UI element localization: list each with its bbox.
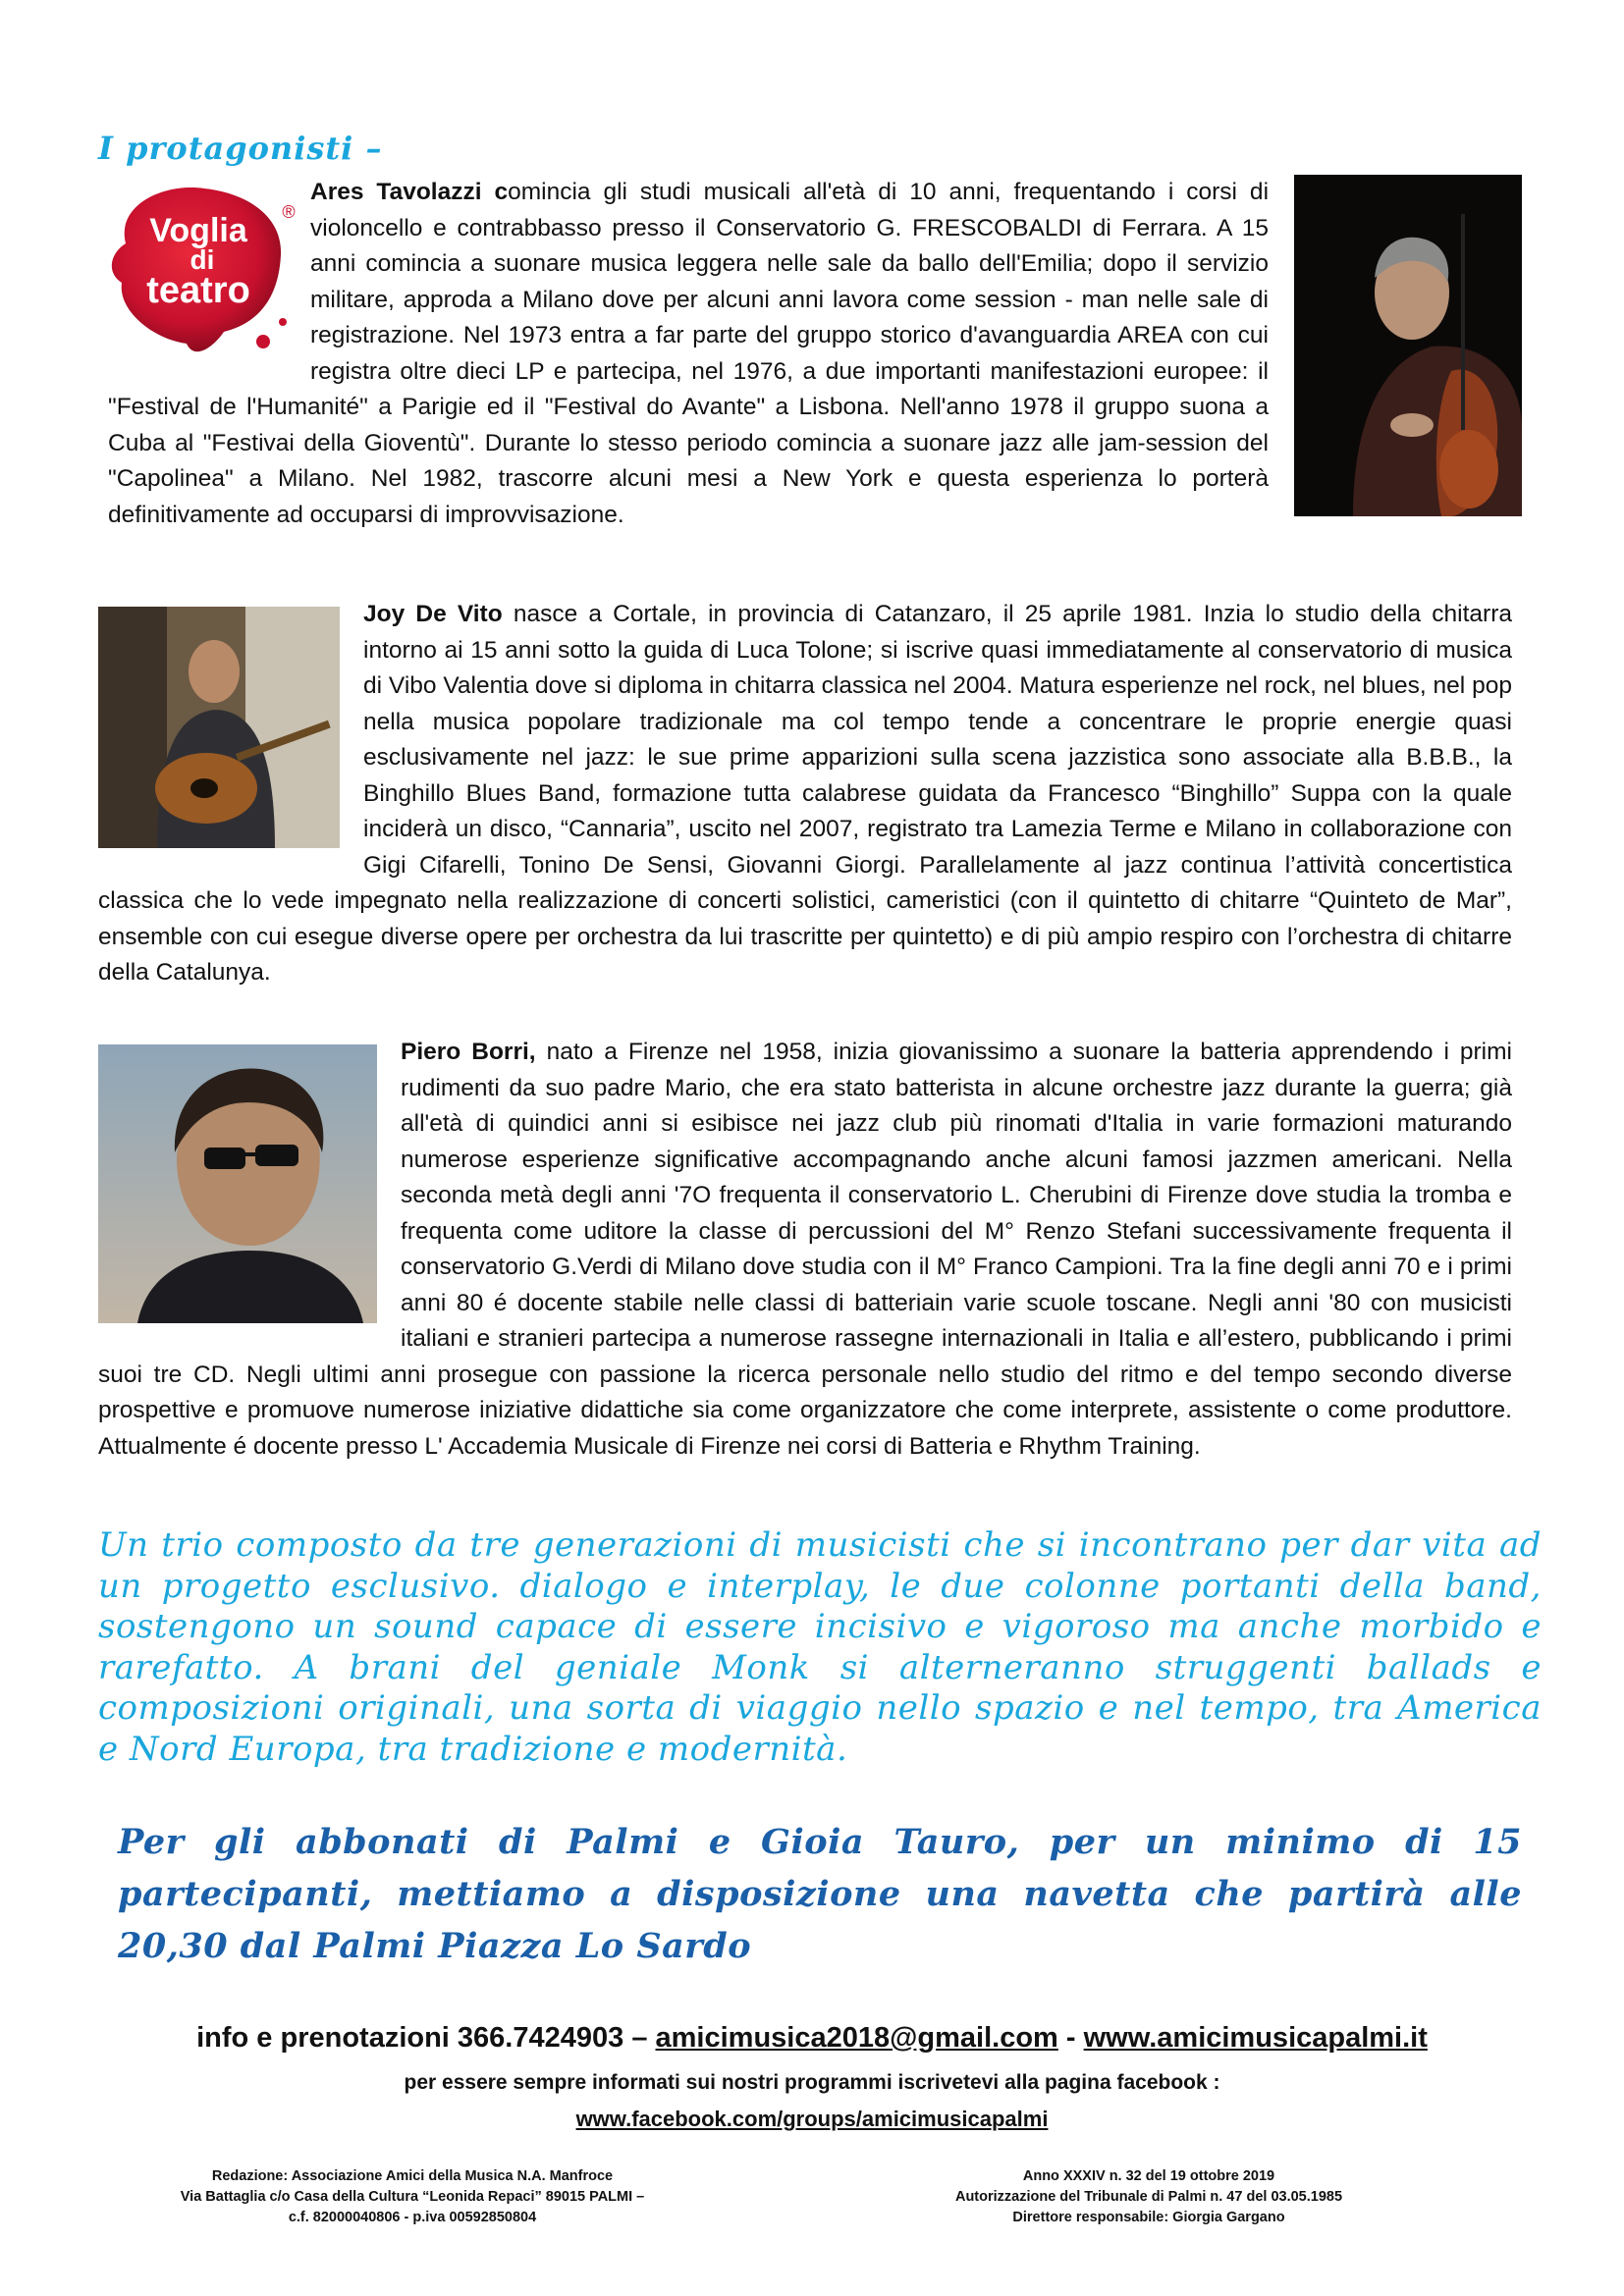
contacts-line: [0, 2022, 1624, 2055]
footer-publication-info: [874, 2166, 1424, 2228]
bio-ares-tavolazzi: [108, 175, 1522, 533]
contacts-separator: -: [1057, 2022, 1084, 2054]
voglia-di-teatro-logo: [96, 175, 302, 366]
logo-text-voglia: Voglia: [149, 212, 247, 249]
shuttle-notice: Per gli abbonati di Palmi e Gioia Tauro, per un minimo di 15 partecipanti, mettiamo a disposizione una navetta che partirà alle 20,30 dal Palmi Piazza Lo Sardo: [118, 1822, 1522, 1966]
trio-description: Un trio composto da tre generazioni di musicisti che si incontrano per dar vita ad un progetto esclusivo. dialogo e interplay, le due colonne portanti della band, sostengono un sound capace di essere incisivo e vigoroso ma anche morbido e rarefatto. A brani del geniale Monk si alterneranno struggenti ballads e composizioni originali, una sorta di viaggio nello spazio e nel tempo, tra America e Nord Europa, tra tradizione e modernità.: [98, 1525, 1542, 1769]
bio2-name: Joy De Vito: [363, 601, 503, 627]
footer-editorial: [137, 2166, 687, 2228]
footer-right-line-3: Direttore responsabile: Giorgia Gargano: [1012, 2210, 1285, 2225]
footer-left-line-2: Via Battaglia c/o Casa della Cultura “Leonida Repaci” 89015 PALMI –: [180, 2189, 645, 2205]
bio-piero-borri: [98, 1035, 1512, 1465]
bio-joy-de-vito: [98, 597, 1512, 991]
contacts-phone: info e prenotazioni 366.7424903 –: [196, 2022, 656, 2054]
bio3-text: nato a Firenze nel 1958, inizia giovanissimo a suonare la batteria apprendendo i primi rudimenti da suo padre Mario, che era stato batterista in alcune orchestre jazz durante la guerra; già all'età di quindici anni si esibisce nei jazz club più rinomati d'Italia in varie formazioni maturando numerose esperienze significative accompagnando anche alcuni famosi jazzmen americani. Nella seconda metà degli anni '7O frequenta il conservatorio L. Cherubini di Firenze dove studia la tromba e frequenta come uditore la classe di percussioni del M° Renzo Stefani successivamente frequenta il conservatorio G.Verdi di Milano dove studia con il M° Franco Campioni. Tra la fine degli anni 70 e i primi anni 80 é docente stabile nelle classi di batteriain varie scuole toscane. Negli anni '80 con musicisti italiani e stranieri partecipa a numerose rassegne internazionali in Italia e all’estero, pubblicando i primi suoi tre CD. Negli ultimi anni prosegue con passione la ricerca personale nello studio del ritmo e del tempo secondo diverse prospettive e promuove numerose iniziative didattiche sia come organizzatore che come interprete, assistente o come produttore. Attualmente é docente presso L' Accademia Musicale di Firenze nei corsi di Batteria e Rhythm Training.: [98, 1039, 1512, 1460]
footer-right-line-2: Autorizzazione del Tribunale di Palmi n. 47 del 03.05.1985: [954, 2189, 1343, 2205]
email-link[interactable]: amicimusica2018@gmail.com: [655, 2022, 1058, 2054]
bio1-text: omincia gli studi musicali all'età di 10 anni, frequentando i corsi di violoncello e contrabbasso presso il Conservatorio G. FRESCOBALDI di Ferrara. A 15 anni comincia a suonare musica leggera nelle sale da ballo dell'Emilia; dopo il servizio militare, approda a Milano dove per alcuni anni lavora come session - man nelle sale di registrazione. Nel 1973 entra a far parte del gruppo storico d'avanguardia AREA con cui registra oltre dieci LP e partecipa, nel 1976, a due importanti manifestazioni europee: il "Festival de l'Humanité" a Parigie ed il "Festival do Avante" a Lisbona. Nell'anno 1978 il gruppo suona a Cuba al "Festivai della Gioventù". Durante lo stesso periodo comincia a suonare jazz alle jam-session del "Capolinea" a Milano. Nel 1982, trascorre alcuni mesi a New York e questa esperienza lo porterà definitivamente ad occuparsi di improvvisazione.: [108, 179, 1270, 528]
logo-text-teatro: teatro: [146, 270, 250, 311]
logo-registered-mark: ®: [282, 202, 296, 222]
facebook-link-wrap: [0, 2107, 1624, 2132]
facebook-note: per essere sempre informati sui nostri programmi iscrivetevi alla pagina facebook :: [404, 2071, 1220, 2094]
photo-ares-tavolazzi: [1294, 175, 1522, 516]
photo-piero-borri: [98, 1044, 377, 1323]
footer-left-line-3: c.f. 82000040806 - p.iva 00592850804: [288, 2210, 537, 2225]
facebook-link[interactable]: www.facebook.com/groups/amicimusicapalmi: [575, 2107, 1049, 2131]
bio2-text: nasce a Cortale, in provincia di Catanzaro, il 25 aprile 1981. Inzia lo studio della chitarra intorno ai 15 anni sotto la guida di Luca Tolone; si iscrive quasi immediatamente al conservatorio di musica di Vibo Valentia dove si diploma in chitarra classica nel 2004. Matura esperienze nel rock, nel blues, nel pop nella musica popolare tradizionale ma col tempo tende a concentrare le proprie energie quasi esclusivamente nel jazz: le sue prime apparizioni sulla scena jazzistica sono associate alla B.B.B., la Binghillo Blues Band, formazione tutta calabrese guidata da Francesco “Binghillo” Suppa con la quale inciderà un disco, “Cannaria”, uscito nel 2007, registrato tra Lamezia Terme e Milano in collaborazione con Gigi Cifarelli, Tonino De Sensi, Giovanni Giorgi. Parallelamente al jazz continua l’attività concertistica classica che lo vede impegnato nella realizzazione di concerti solistici, cameristici (con il quintetto di chitarre “Quinteto de Mar”, ensemble con cui esegue diverse opere per orchestra da lui trascritte per quintetto) e di più ampio respiro con l’orchestra di chitarre della Catalunya.: [98, 601, 1512, 986]
footer-right-line-1: Anno XXXIV n. 32 del 19 ottobre 2019: [1022, 2168, 1275, 2184]
logo-text-di: di: [189, 244, 215, 275]
section-title: I protagonisti –: [98, 130, 383, 167]
footer-left-line-1: Redazione: Associazione Amici della Musica N.A. Manfroce: [211, 2168, 614, 2184]
bio1-name: Ares Tavolazzi c: [310, 179, 509, 205]
website-link[interactable]: www.amicimusicapalmi.it: [1083, 2022, 1428, 2054]
bio3-name: Piero Borri,: [401, 1039, 536, 1065]
photo-joy-de-vito: [98, 607, 340, 848]
